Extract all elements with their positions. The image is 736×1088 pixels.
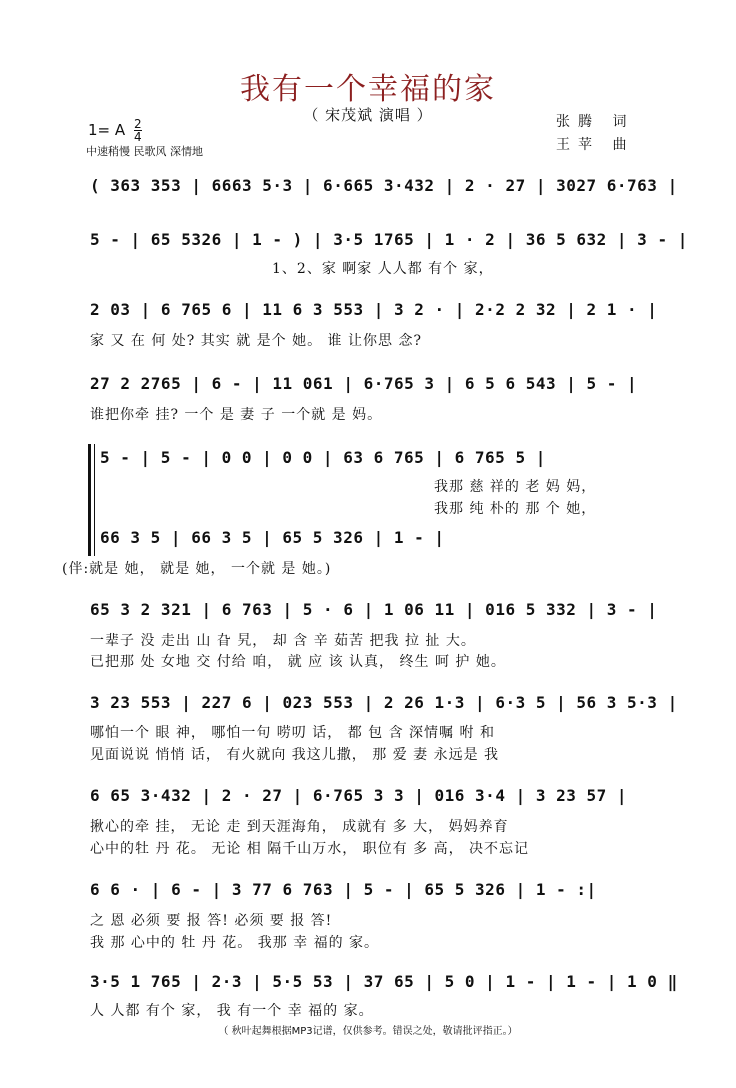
- lyric-line-5a: 我那 慈 祥的 老 妈 妈，: [434, 479, 597, 495]
- notation-line-9: 6 65 3·432 | 2 · 27 | 6·765 3 3 | 016 3·4 | 3 23 57 |: [90, 786, 628, 805]
- lyric-line-9a: 揪心的牵 挂， 无论 走 到天涯海角， 成就有 多 大， 妈妈养育: [90, 819, 509, 835]
- key-label: 1= A: [88, 121, 126, 139]
- notation-line-1: ( 363 353 | 6663 5·3 | 6·665 3·432 | 2 · 27 | 3027 6·763 |: [90, 176, 678, 195]
- repeat-bracket: [88, 444, 91, 556]
- repeat-bracket-thin: [94, 444, 95, 556]
- lyric-line-8a: 哪怕一个 眼 神， 哪怕一句 唠叨 话， 都 包 含 深情嘱 咐 和: [90, 725, 495, 741]
- notation-line-2: 5 - | 65 5326 | 1 - ) | 3·5 1765 | 1 · 2 | 36 5 632 | 3 - |: [90, 230, 688, 249]
- lyricist-credit: 张腾 词: [556, 114, 635, 130]
- song-title: 我有一个幸福的家: [240, 72, 496, 107]
- notation-line-6: 66 3 5 | 66 3 5 | 65 5 326 | 1 - |: [100, 528, 445, 547]
- lyric-line-11: 人 人都 有个 家， 我 有一个 幸 福的 家。: [90, 1003, 374, 1019]
- time-signature: [134, 118, 142, 143]
- notation-line-8: 3 23 553 | 227 6 | 023 553 | 2 26 1·3 | 6·3 5 | 56 3 5·3 |: [90, 693, 678, 712]
- lyric-line-5b: 我那 纯 朴的 那 个 她，: [434, 501, 597, 517]
- time-signature-top: 2: [133, 117, 142, 131]
- tempo-marking: 中速稍慢 民歌风 深情地: [86, 145, 203, 158]
- notation-line-11: 3·5 1 765 | 2·3 | 5·5 53 | 37 65 | 5 0 | 1 - | 1 - | 1 0 ‖: [90, 972, 678, 991]
- lyric-line-10a: 之 恩 必须 要 报 答! 必须 要 报 答!: [90, 913, 333, 929]
- lyric-line-8b: 见面说说 悄悄 话， 有火就向 我这儿撒， 那 爱 妻 永远是 我: [90, 747, 500, 763]
- notation-line-3: 2 03 | 6 765 6 | 11 6 3 553 | 3 2 · | 2·2 2 32 | 2 1 · |: [90, 300, 658, 319]
- composer-credit: 王苹 曲: [556, 137, 635, 153]
- lyric-line-7b: 已把那 处 女地 交 付给 咱， 就 应 该 认真， 终生 呵 护 她。: [90, 654, 506, 670]
- notation-line-7: 65 3 2 321 | 6 763 | 5 · 6 | 1 06 11 | 016 5 332 | 3 - |: [90, 600, 658, 619]
- lyric-line-6: (伴:就是 她， 就是 她， 一个就 是 她。): [62, 561, 332, 577]
- time-signature-bottom: 4: [133, 130, 142, 144]
- lyric-line-3: 家 又 在 何 处? 其实 就 是个 她。 谁 让你思 念?: [90, 333, 422, 349]
- singer-credit: （ 宋茂斌 演唱 ）: [303, 106, 433, 124]
- notation-line-4: 27 2 2765 | 6 - | 11 061 | 6·765 3 | 6 5 6 543 | 5 - |: [90, 374, 638, 393]
- lyric-line-7a: 一辈子 没 走出 山 旮 旯， 却 含 辛 茹苦 把我 拉 扯 大。: [90, 633, 476, 649]
- lyric-line-4: 谁把你牵 挂? 一个 是 妻 子 一个就 是 妈。: [90, 407, 383, 423]
- notation-line-10: 6 6 · | 6 - | 3 77 6 763 | 5 - | 65 5 326 | 1 - :|: [90, 880, 597, 899]
- key-signature: [88, 118, 142, 143]
- footnote: （ 秋叶起舞根据MP3记谱，仅供参考。错误之处，敬请批评指正。）: [218, 1026, 518, 1037]
- lyric-line-9b: 心中的牡 丹 花。 无论 相 隔千山万水， 职位有 多 高， 决不忘记: [90, 841, 530, 857]
- notation-line-5: 5 - | 5 - | 0 0 | 0 0 | 63 6 765 | 6 765 5 |: [100, 448, 546, 467]
- lyric-line-10b: 我 那 心中的 牡 丹 花。 我那 幸 福的 家。: [90, 935, 380, 951]
- lyric-line-2: 1、2、家 啊家 人人都 有个 家，: [272, 261, 494, 277]
